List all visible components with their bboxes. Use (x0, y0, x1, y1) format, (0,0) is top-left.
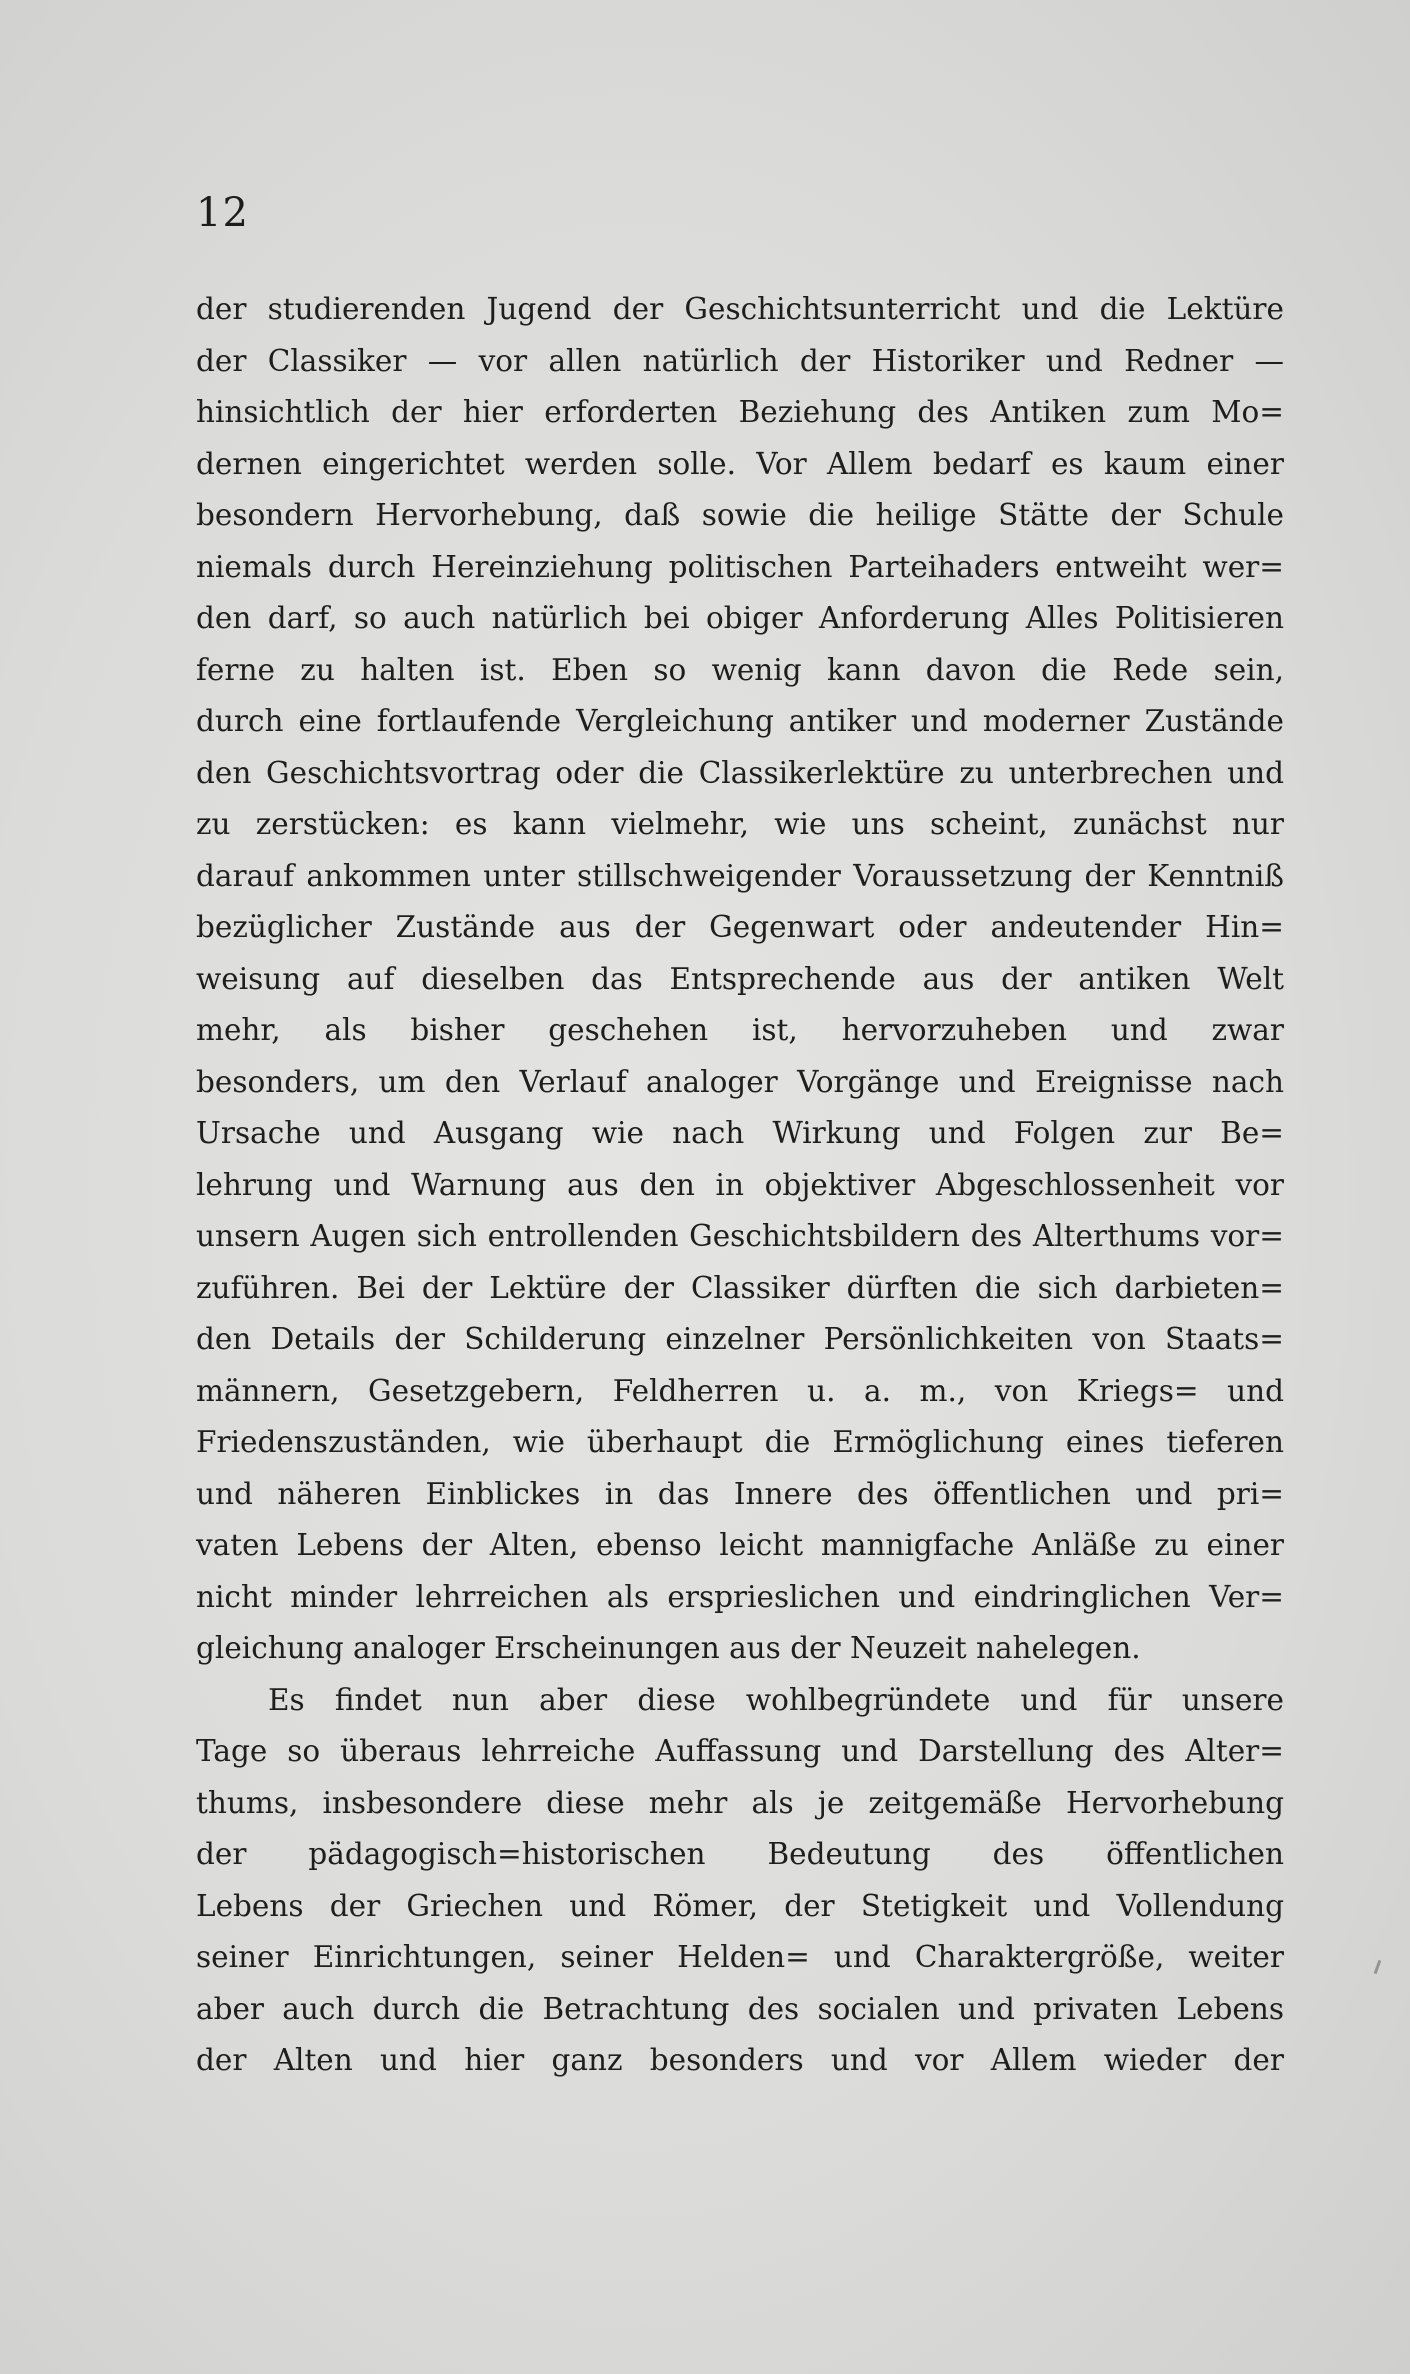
text-line: mehr, als bisher geschehen ist, hervorzuheben und zwar (196, 1013, 1284, 1047)
text-line: den Geschichtsvortrag oder die Classikerlektüre zu unterbrechen und (196, 755, 1284, 790)
text-line: den Details der Schilderung einzelner Persönlichkeiten von Staats= (196, 1322, 1284, 1356)
paragraph-1 (196, 284, 1284, 1675)
text-line: besonders, um den Verlauf analoger Vorgänge und Ereignisse nach (196, 1064, 1284, 1099)
text-line: weisung auf dieselben das Entsprechende aus der antiken Welt (196, 961, 1284, 996)
text-line: bezüglicher Zustände aus der Gegenwart oder andeutender Hin= (196, 910, 1284, 944)
text-line: aber auch durch die Betrachtung des socialen und privaten Lebens (196, 1991, 1284, 2026)
text-line: der pädagogisch=historischen Bedeutung des öffentlichen (196, 1837, 1284, 1871)
text-line: niemals durch Hereinziehung politischen Parteihaders entweiht wer= (196, 549, 1284, 584)
text-line: dernen eingerichtet werden solle. Vor Allem bedarf es kaum einer (196, 446, 1284, 481)
text-line: darauf ankommen unter stillschweigender Voraussetzung der Kenntniß (196, 858, 1284, 893)
text-line: der studierenden Jugend der Geschichtsunterricht und die Lektüre (196, 292, 1284, 326)
text-line: besondern Hervorhebung, daß sowie die heilige Stätte der Schule (196, 498, 1284, 532)
text-line: durch eine fortlaufende Vergleichung antiker und moderner Zustände (196, 704, 1284, 738)
text-line: Lebens der Griechen und Römer, der Stetigkeit und Vollendung (196, 1888, 1284, 1923)
text-line: Friedenszuständen, wie überhaupt die Ermöglichung eines tieferen (196, 1425, 1284, 1459)
text-line: thums, insbesondere diese mehr als je zeitgemäße Hervorhebung (196, 1785, 1284, 1820)
text-line: Ursache und Ausgang wie nach Wirkung und Folgen zur Be= (196, 1116, 1284, 1150)
text-line: hinsichtlich der hier erforderten Beziehung des Antiken zum Mo= (196, 395, 1284, 429)
page-number: 12 (196, 190, 249, 236)
text-line: ferne zu halten ist. Eben so wenig kann davon die Rede sein, (196, 652, 1284, 687)
paper-speck (1374, 1960, 1382, 1974)
text-line: Tage so überaus lehrreiche Auffassung und Darstellung des Alter= (196, 1734, 1284, 1768)
text-line: der Classiker — vor allen natürlich der Historiker und Redner — (196, 343, 1284, 378)
paragraph-2 (196, 1675, 1284, 2087)
text-line: Es findet nun aber diese wohlbegründete und für unsere (268, 1682, 1284, 1717)
text-line: vaten Lebens der Alten, ebenso leicht mannigfache Anläße zu einer (196, 1528, 1284, 1562)
text-line: lehrung und Warnung aus den in objektiver Abgeschlossenheit vor (196, 1167, 1284, 1202)
text-line: seiner Einrichtungen, seiner Helden= und Charaktergröße, weiter (196, 1940, 1284, 1974)
text-line: zu zerstücken: es kann vielmehr, wie uns scheint, zunächst nur (196, 807, 1284, 841)
text-line: männern, Gesetzgebern, Feldherren u. a. m., von Kriegs= und (196, 1373, 1284, 1408)
text-line: und näheren Einblickes in das Innere des öffentlichen und pri= (196, 1476, 1284, 1511)
text-line: nicht minder lehrreichen als ersprieslichen und eindringlichen Ver= (196, 1579, 1284, 1614)
text-line: unsern Augen sich entrollenden Geschichtsbildern des Alterthums vor= (196, 1219, 1284, 1253)
text-line: den darf, so auch natürlich bei obiger Anforderung Alles Politisieren (196, 601, 1284, 635)
body-text (196, 284, 1284, 2087)
text-line: gleichung analoger Erscheinungen aus der Neuzeit nahelegen. (196, 1631, 1141, 1665)
text-line: der Alten und hier ganz besonders und vor Allem wieder der (196, 2043, 1284, 2077)
text-line: zuführen. Bei der Lektüre der Classiker dürften die sich darbieten= (196, 1270, 1284, 1305)
